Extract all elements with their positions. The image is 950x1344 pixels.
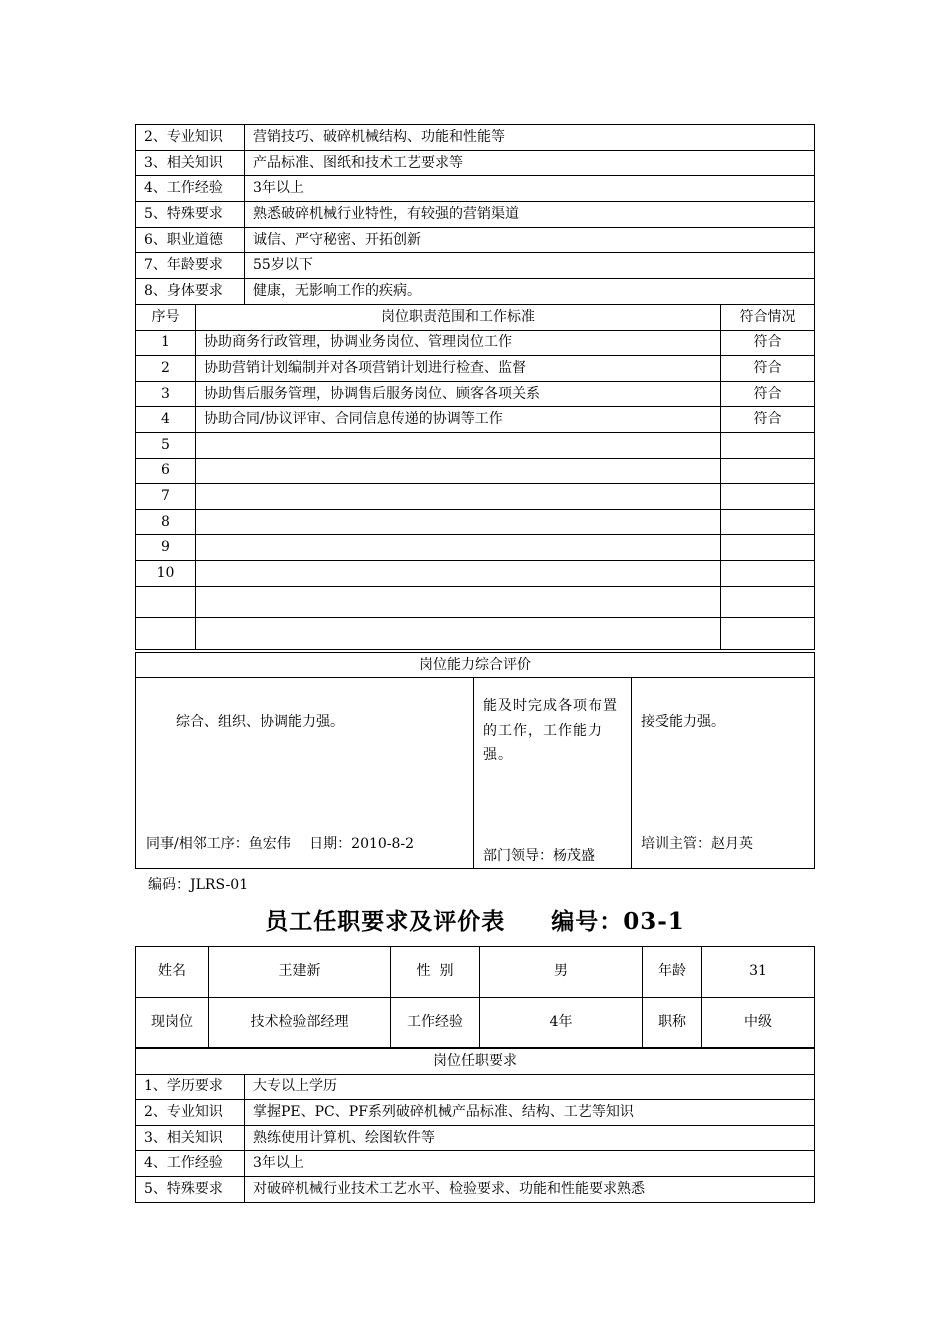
- requirement-row: [136, 1100, 815, 1126]
- colleague-evaluation-cell: [136, 678, 474, 869]
- duty-text: 协助商务行政管理，协调业务岗位、管理岗位工作: [196, 330, 721, 356]
- duty-status: [721, 432, 815, 458]
- requirement-row: [136, 1176, 815, 1202]
- position-label: 现岗位: [136, 997, 209, 1048]
- duty-no: 6: [136, 458, 196, 484]
- leader-evaluation-cell: [474, 678, 632, 869]
- experience-value: 4年: [480, 997, 643, 1048]
- duty-status: [721, 458, 815, 484]
- duty-text: [196, 560, 721, 586]
- employee-row-1: [136, 947, 815, 998]
- requirement-row: [136, 279, 815, 305]
- empty-cell: [721, 618, 815, 650]
- empty-cell: [196, 586, 721, 618]
- requirement-label: 6、职业道德: [136, 227, 245, 253]
- duty-status: [721, 509, 815, 535]
- duty-text: [196, 458, 721, 484]
- gender-value: 男: [480, 947, 643, 998]
- duties-header-row: [136, 305, 815, 331]
- duty-status: [721, 560, 815, 586]
- leader-signature: 部门领导：杨茂盛: [483, 848, 595, 864]
- requirement-row: [136, 202, 815, 228]
- requirement-value: 诚信、严守秘密、开拓创新: [245, 227, 815, 253]
- form-title: [135, 903, 815, 936]
- duty-no: 5: [136, 432, 196, 458]
- requirement-label: 8、身体要求: [136, 279, 245, 305]
- requirement-row: [136, 227, 815, 253]
- requirements-header-row: [136, 1049, 815, 1075]
- trainer-signature: 培训主管：赵月英: [641, 836, 753, 852]
- duty-no: 10: [136, 560, 196, 586]
- requirement-label: 1、学历要求: [136, 1074, 245, 1100]
- position-value: 技术检验部经理: [209, 997, 391, 1048]
- leader-comment: 能及时完成各项布置的工作，工作能力强。: [483, 698, 618, 763]
- name-label: 姓名: [136, 947, 209, 998]
- duty-no: 9: [136, 535, 196, 561]
- requirement-row: [136, 1151, 815, 1177]
- duty-status: [721, 484, 815, 510]
- rank-value: 中级: [702, 997, 815, 1048]
- duty-row: [136, 356, 815, 382]
- requirement-label: 7、年龄要求: [136, 253, 245, 279]
- requirement-label: 5、特殊要求: [136, 202, 245, 228]
- colleague-signature: 同事/相邻工序：鱼宏伟 日期：2010-8-2: [146, 836, 415, 852]
- evaluation-header: 岗位能力综合评价: [136, 653, 815, 678]
- requirement-row: [136, 253, 815, 279]
- duty-text: 协助售后服务管理，协调售后服务岗位、顾客各项关系: [196, 381, 721, 407]
- duties-header-duty: 岗位职责范围和工作标准: [196, 305, 721, 331]
- duty-row-empty: [136, 618, 815, 650]
- empty-cell: [196, 618, 721, 650]
- requirement-label: 4、工作经验: [136, 176, 245, 202]
- requirement-row: [136, 176, 815, 202]
- age-value: 31: [702, 947, 815, 998]
- evaluation-row: [136, 678, 815, 869]
- gender-label: 性 别: [391, 947, 480, 998]
- duty-no: 8: [136, 509, 196, 535]
- duty-row: [136, 330, 815, 356]
- requirement-value: 掌握PE、PC、PF系列破碎机械产品标准、结构、工艺等知识: [245, 1100, 815, 1126]
- duty-text: 协助合同/协议评审、合同信息传递的协调等工作: [196, 407, 721, 433]
- requirement-row: [136, 1125, 815, 1151]
- duty-row: [136, 407, 815, 433]
- top-requirements-table: [135, 124, 815, 305]
- duty-text: [196, 535, 721, 561]
- requirement-value: 熟悉破碎机械行业特性，有较强的营销渠道: [245, 202, 815, 228]
- requirement-label: 3、相关知识: [136, 150, 245, 176]
- requirement-value: 营销技巧、破碎机械结构、功能和性能等: [245, 125, 815, 151]
- requirement-label: 5、特殊要求: [136, 1176, 245, 1202]
- requirement-row: [136, 125, 815, 151]
- duties-table: [135, 304, 815, 650]
- requirement-value: 3年以上: [245, 1151, 815, 1177]
- requirement-value: 55岁以下: [245, 253, 815, 279]
- duty-row: [136, 560, 815, 586]
- duty-text: [196, 432, 721, 458]
- duty-row: [136, 458, 815, 484]
- requirement-value: 产品标准、图纸和技术工艺要求等: [245, 150, 815, 176]
- empty-cell: [136, 618, 196, 650]
- form-title-main: 员工任职要求及评价表: [265, 908, 506, 935]
- colleague-comment: 综合、组织、协调能力强。: [176, 714, 344, 730]
- empty-cell: [721, 586, 815, 618]
- trainer-comment: 接受能力强。: [641, 714, 725, 730]
- evaluation-header-row: [136, 653, 815, 678]
- duty-status: 符合: [721, 356, 815, 382]
- trainer-evaluation-cell: [632, 678, 815, 869]
- requirement-label: 2、专业知识: [136, 125, 245, 151]
- duty-no: 4: [136, 407, 196, 433]
- duty-status: 符合: [721, 381, 815, 407]
- requirement-label: 2、专业知识: [136, 1100, 245, 1126]
- duties-header-no: 序号: [136, 305, 196, 331]
- duties-header-status: 符合情况: [721, 305, 815, 331]
- duty-text: [196, 509, 721, 535]
- duty-status: 符合: [721, 407, 815, 433]
- duty-status: [721, 535, 815, 561]
- experience-label: 工作经验: [391, 997, 480, 1048]
- requirement-value: 3年以上: [245, 176, 815, 202]
- duty-no: 2: [136, 356, 196, 382]
- requirement-row: [136, 1074, 815, 1100]
- duty-row: [136, 432, 815, 458]
- age-label: 年龄: [643, 947, 702, 998]
- duty-row-empty: [136, 586, 815, 618]
- name-value: 王建新: [209, 947, 391, 998]
- duty-status: 符合: [721, 330, 815, 356]
- requirement-row: [136, 150, 815, 176]
- requirement-value: 熟练使用计算机、绘图软件等: [245, 1125, 815, 1151]
- requirement-value: 对破碎机械行业技术工艺水平、检验要求、功能和性能要求熟悉: [245, 1176, 815, 1202]
- duty-no: 3: [136, 381, 196, 407]
- employee-row-2: [136, 997, 815, 1048]
- duty-row: [136, 484, 815, 510]
- duty-row: [136, 509, 815, 535]
- evaluation-table: [135, 652, 815, 869]
- requirement-value: 大专以上学历: [245, 1074, 815, 1100]
- requirement-value: 健康，无影响工作的疾病。: [245, 279, 815, 305]
- requirement-label: 3、相关知识: [136, 1125, 245, 1151]
- duty-row: [136, 535, 815, 561]
- duty-text: 协助营销计划编制并对各项营销计划进行检查、监督: [196, 356, 721, 382]
- duty-no: 1: [136, 330, 196, 356]
- document-code: 编码：JLRS-01: [148, 877, 249, 893]
- duty-no: 7: [136, 484, 196, 510]
- rank-label: 职称: [643, 997, 702, 1048]
- bottom-requirements-table: [135, 1048, 815, 1203]
- requirement-label: 4、工作经验: [136, 1151, 245, 1177]
- duty-row: [136, 381, 815, 407]
- requirements-header: 岗位任职要求: [136, 1049, 815, 1075]
- form-number: 编号：03-1: [551, 908, 685, 935]
- empty-cell: [136, 586, 196, 618]
- duty-text: [196, 484, 721, 510]
- employee-info-table: [135, 946, 815, 1048]
